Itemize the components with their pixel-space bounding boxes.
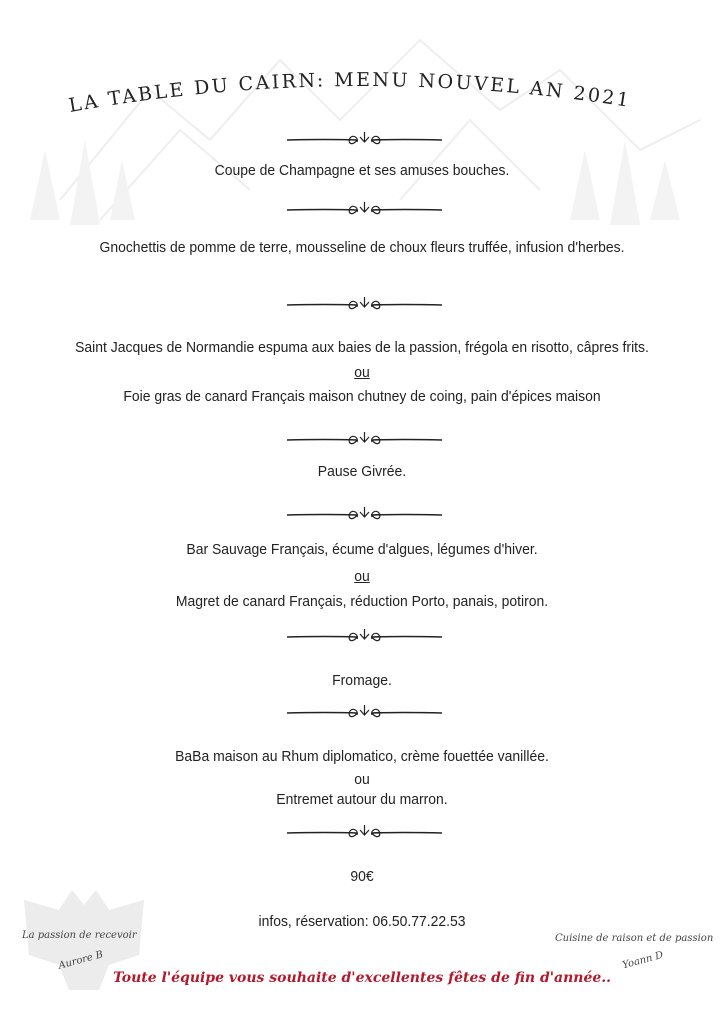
ornament-divider xyxy=(287,430,442,450)
ornament-divider xyxy=(287,200,442,220)
or-separator: ou xyxy=(354,364,370,381)
or-separator: ou xyxy=(354,771,370,788)
svg-text:LA TABLE DU CAIRN: MENU NOUVE: LA TABLE DU CAIRN: MENU NOUVEL AN 2021 xyxy=(67,68,633,117)
menu-item: Gnochettis de pomme de terre, mousseline de choux fleurs truffée, infusion d'herbes. xyxy=(99,239,625,256)
ornament-divider xyxy=(287,703,442,723)
page-title xyxy=(0,40,724,120)
menu-item: Coupe de Champagne et ses amuses bouches. xyxy=(214,162,510,179)
signature-right-tagline: Cuisine de raison et de passion xyxy=(555,933,714,944)
menu-item: Magret de canard Français, réduction Porto, panais, potiron. xyxy=(175,593,549,610)
menu-item: BaBa maison au Rhum diplomatico, crème fouettée vanillée. xyxy=(175,748,549,765)
wishes-message: Toute l'équipe vous souhaite d'excellentes fêtes de fin d'année.. xyxy=(112,970,612,986)
menu-item: Fromage. xyxy=(332,672,392,689)
signature-left-name: Aurore B xyxy=(57,949,105,972)
menu-item: Pause Givrée. xyxy=(317,463,407,480)
signature-left-tagline: La passion de recevoir xyxy=(22,930,137,941)
ornament-divider xyxy=(287,823,442,843)
signature-right-name: Yoann D xyxy=(621,949,665,972)
menu-item: Bar Sauvage Français, écume d'algues, légumes d'hiver. xyxy=(186,541,538,558)
reservation-contact: infos, réservation: 06.50.77.22.53 xyxy=(258,913,466,930)
ornament-divider xyxy=(287,505,442,525)
ornament-divider xyxy=(287,295,442,315)
or-separator: ou xyxy=(354,568,370,585)
menu-item: Foie gras de canard Français maison chutney de coing, pain d'épices maison xyxy=(123,388,601,405)
ornament-divider xyxy=(287,130,442,150)
menu-item: Entremet autour du marron. xyxy=(276,791,448,808)
menu-price: 90€ xyxy=(350,868,374,885)
ornament-divider xyxy=(287,627,442,647)
menu-item: Saint Jacques de Normandie espuma aux baies de la passion, frégola en risotto, câpres frits. xyxy=(75,339,649,356)
